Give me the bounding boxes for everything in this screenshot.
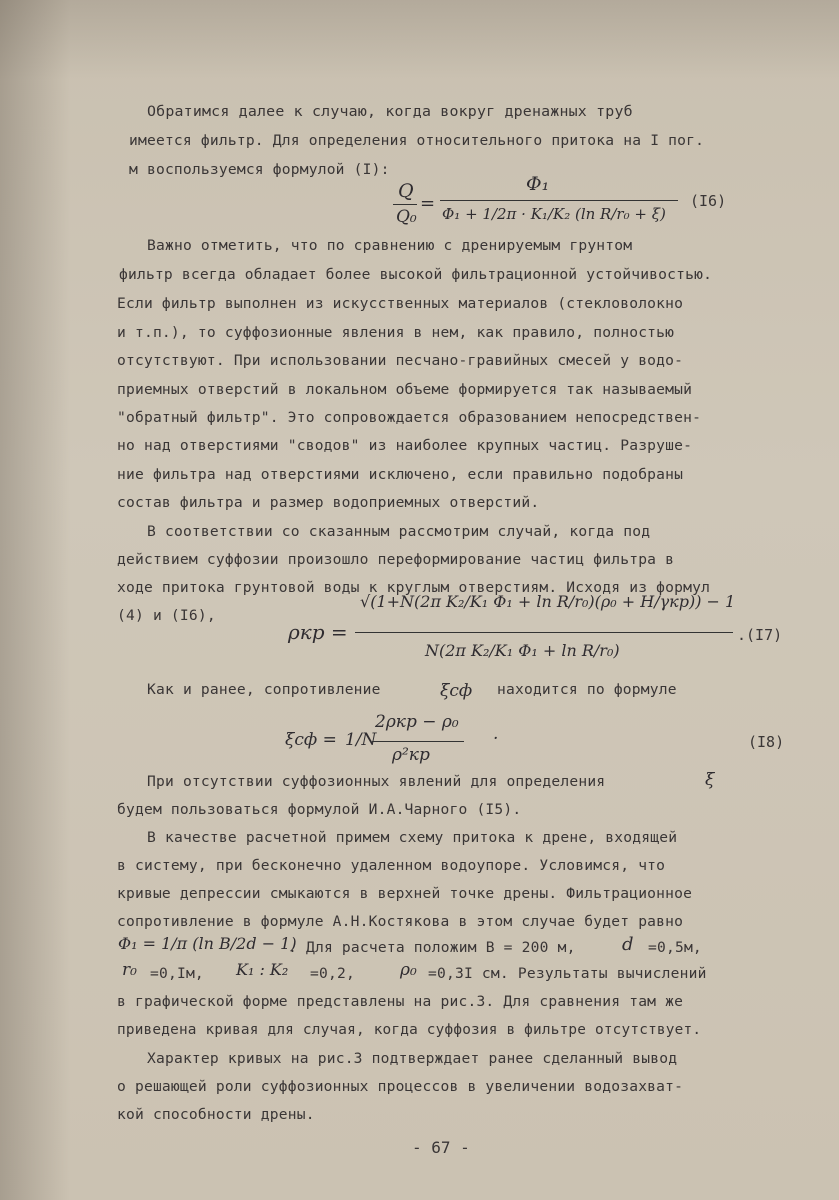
equation-number: (I8) [748, 733, 785, 751]
text-line: При отсутствии суффозионных явлений для определения [147, 773, 606, 790]
text-line: кривые депрессии смыкаются в верхней точке дрены. Фильтрационное [117, 885, 693, 902]
text-line: =0,5м, [648, 939, 702, 956]
page-top-shadow [0, 0, 839, 80]
text-line: В качестве расчетной примем схему притока к дрене, входящей [147, 829, 678, 846]
text-line: Если фильтр выполнен из искусственных материалов (стекловолокно [117, 295, 684, 312]
text-line: м воспользуемся формулой (I): [129, 161, 390, 178]
text-line: о решающей роли суффозионных процессов в увеличении водозахват- [117, 1078, 684, 1095]
eq18-denominator: ρ²кр [392, 745, 430, 765]
text-line: имеется фильтр. Для определения относительного притока на I пог. [129, 132, 705, 149]
text-line: приведена кривая для случая, когда суффозия в фильтре отсутствует. [117, 1021, 702, 1038]
rho0-symbol: ρ₀ [400, 960, 417, 980]
text-line: будем пользоваться формулой И.А.Чарного (I5). [117, 801, 522, 818]
text-line: ние фильтра над отверстиями исключено, если правильно подобраны [117, 466, 684, 483]
text-line: фильтр всегда обладает более высокой фильтрационной устойчивостью. [119, 266, 713, 283]
page-edge-shadow [0, 0, 70, 1200]
page-number: - 67 - [412, 1138, 470, 1157]
eq18-numerator: 2ρкр − ρ₀ [375, 712, 459, 732]
eq16-fraction-bar [440, 200, 678, 201]
text-line: =0,2, [310, 965, 355, 982]
eq17-denominator: N(2π K₂/K₁ Φ₁ + ln R/r₀) [425, 641, 620, 660]
text-line: кой способности дрены. [117, 1106, 315, 1123]
text-line: Обратимся далее к случаю, когда вокруг дренажных труб [147, 103, 633, 120]
equation-number: .(I7) [737, 626, 783, 644]
r0-symbol: r₀ [122, 960, 137, 980]
text-line: =0,Iм, [150, 965, 204, 982]
eq17-fraction-bar [355, 632, 733, 633]
eq17-numerator: √(1+N(2π K₂/K₁ Φ₁ + ln R/r₀)(ρ₀ + H/γкр)) − 1 [360, 592, 736, 611]
text-line: и т.п.), то суффозионные явления в нем, как правило, полностью [117, 324, 675, 341]
xi-sf-symbol: ξсф [440, 681, 473, 701]
phi-formula: Φ₁ = 1/π (ln B/2d − 1) [118, 934, 297, 953]
eq18-lhs: ξсф = [285, 730, 337, 750]
text-line: Важно отметить, что по сравнению с дренируемым грунтом [147, 237, 633, 254]
eq17-lhs: ρкр = [288, 620, 348, 644]
text-line: В соответствии со сказанным рассмотрим случай, когда под [147, 523, 651, 540]
text-line: Как и ранее, сопротивление [147, 681, 381, 698]
text-line: =0,3I см. Результаты вычислений [428, 965, 707, 982]
text-line: сопротивление в формуле А.Н.Костякова в этом случае будет равно [117, 913, 684, 930]
equation-number: (I6) [690, 192, 727, 210]
text-line: состав фильтра и размер водоприемных отверстий. [117, 494, 540, 511]
text-line: но над отверстиями "сводов" из наиболее крупных частиц. Разруше- [117, 437, 693, 454]
text-line: Характер кривых на рис.3 подтверждает ранее сделанный вывод [147, 1050, 678, 1067]
text-line: находится по формуле [497, 681, 677, 698]
text-line: отсутствуют. При использовании песчано-гравийных смесей у водо- [117, 352, 684, 369]
d-symbol: d [622, 934, 634, 955]
text-line: в графической форме представлены на рис.3. Для сравнения там же [117, 993, 684, 1010]
eq16-denominator: Φ₁ + 1/2π · K₁/K₂ (ln R/r₀ + ξ) [442, 205, 666, 223]
eq16-lhs-bar [393, 204, 417, 205]
text-line: . Для расчета положим B = 200 м, [288, 939, 576, 956]
eq16-lhs-numerator: Q [398, 180, 414, 202]
period: . [493, 724, 499, 744]
text-line: действием суффозии произошло переформирование частиц фильтра в [117, 551, 675, 568]
eq16-numerator: Φ₁ [526, 173, 550, 195]
eq18-fraction-bar [372, 741, 464, 742]
text-line: приемных отверстий в локальном объеме формируется так называемый [117, 381, 693, 398]
text-line: (4) и (I6), [117, 607, 216, 624]
equals-sign: = [420, 193, 436, 214]
k-ratio-symbol: K₁ : K₂ [236, 960, 289, 979]
eq16-lhs-denominator: Q₀ [396, 207, 417, 227]
eq18-coefficient: 1/N [345, 730, 377, 750]
text-line: "обратный фильтр". Это сопровождается образованием непосредствен- [117, 409, 702, 426]
text-line: в систему, при бесконечно удаленном водоупоре. Условимся, что [117, 857, 666, 874]
text-line: ходе притока грунтовой воды к круглым отверстиям. Исходя из формул [117, 579, 711, 596]
xi-symbol: ξ [705, 770, 715, 790]
